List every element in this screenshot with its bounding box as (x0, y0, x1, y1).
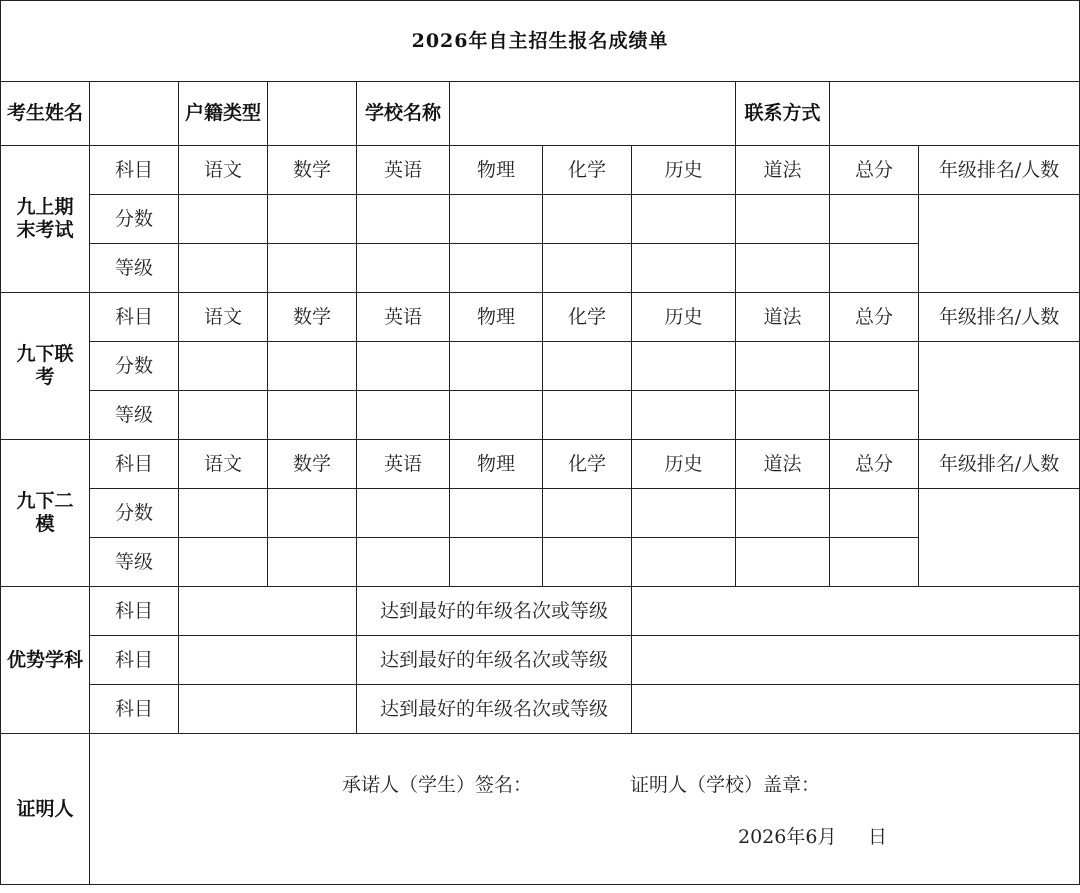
score-cell[interactable] (830, 489, 919, 538)
section-title-term-final: 九上期末考试 (1, 146, 90, 293)
subject-header: 总分 (830, 440, 919, 489)
grade-cell[interactable] (632, 244, 736, 293)
score-cell[interactable] (357, 195, 450, 244)
score-cell[interactable] (632, 195, 736, 244)
score-cell[interactable] (450, 489, 543, 538)
grade-cell[interactable] (830, 538, 919, 587)
row-label-score: 分数 (90, 489, 179, 538)
advantage-subject-field[interactable] (179, 587, 357, 636)
grade-cell[interactable] (450, 538, 543, 587)
student-name-label: 考生姓名 (1, 82, 90, 146)
score-cell[interactable] (736, 342, 830, 391)
grade-cell[interactable] (543, 244, 632, 293)
subject-header: 历史 (632, 146, 736, 195)
grade-cell[interactable] (179, 538, 268, 587)
grade-cell[interactable] (450, 244, 543, 293)
household-type-field[interactable] (268, 82, 357, 146)
section-title-advantage: 优势学科 (1, 587, 90, 734)
subject-header: 化学 (543, 440, 632, 489)
grade-cell[interactable] (736, 538, 830, 587)
certification-date: 2026年6月 (738, 826, 837, 848)
school-seal-label: 证明人（学校）盖章： (630, 774, 821, 796)
grade-cell[interactable] (357, 538, 450, 587)
grade-cell[interactable] (736, 244, 830, 293)
score-cell[interactable] (736, 195, 830, 244)
grade-cell[interactable] (830, 391, 919, 440)
grade-cell[interactable] (830, 244, 919, 293)
grade-cell[interactable] (357, 391, 450, 440)
certification-day: 日 (868, 826, 888, 848)
subject-header: 化学 (543, 146, 632, 195)
section-title-joint-exam: 九下联考 (1, 293, 90, 440)
subject-header: 物理 (450, 146, 543, 195)
rank-cell[interactable] (919, 195, 1080, 293)
advantage-subject-field[interactable] (179, 636, 357, 685)
score-cell[interactable] (357, 342, 450, 391)
score-cell[interactable] (632, 489, 736, 538)
score-cell[interactable] (736, 489, 830, 538)
grade-cell[interactable] (268, 538, 357, 587)
contact-label: 联系方式 (736, 82, 830, 146)
best-rank-field[interactable] (632, 587, 1080, 636)
subject-header: 英语 (357, 293, 450, 342)
subject-header: 数学 (268, 440, 357, 489)
grade-cell[interactable] (268, 391, 357, 440)
score-cell[interactable] (543, 489, 632, 538)
score-cell[interactable] (450, 342, 543, 391)
row-label-score: 分数 (90, 342, 179, 391)
row-label-grade: 等级 (90, 244, 179, 293)
subject-header: 数学 (268, 293, 357, 342)
score-cell[interactable] (357, 489, 450, 538)
subject-header: 历史 (632, 293, 736, 342)
subject-header: 语文 (179, 293, 268, 342)
subject-header: 年级排名/人数 (919, 440, 1080, 489)
subject-header: 语文 (179, 440, 268, 489)
grade-cell[interactable] (632, 538, 736, 587)
section-title-second-mock: 九下二模 (1, 440, 90, 587)
row-label-subject: 科目 (90, 293, 179, 342)
subject-header: 道法 (736, 146, 830, 195)
score-cell[interactable] (179, 489, 268, 538)
school-name-label: 学校名称 (357, 82, 450, 146)
row-label-grade: 等级 (90, 538, 179, 587)
grade-cell[interactable] (543, 538, 632, 587)
page-title: 2026年自主招生报名成绩单 (1, 1, 1080, 82)
student-name-field[interactable] (90, 82, 179, 146)
best-rank-field[interactable] (632, 636, 1080, 685)
best-rank-label: 达到最好的年级名次或等级 (357, 587, 632, 636)
score-cell[interactable] (543, 195, 632, 244)
subject-header: 英语 (357, 440, 450, 489)
subject-header: 总分 (830, 146, 919, 195)
certification-area (90, 734, 1080, 885)
rank-cell[interactable] (919, 342, 1080, 440)
subject-header: 道法 (736, 293, 830, 342)
row-label-subject: 科目 (90, 587, 179, 636)
subject-header: 物理 (450, 440, 543, 489)
score-cell[interactable] (268, 195, 357, 244)
score-cell[interactable] (450, 195, 543, 244)
subject-header: 语文 (179, 146, 268, 195)
score-cell[interactable] (830, 195, 919, 244)
grade-cell[interactable] (736, 391, 830, 440)
grade-cell[interactable] (543, 391, 632, 440)
subject-header: 英语 (357, 146, 450, 195)
grade-cell[interactable] (179, 244, 268, 293)
rank-cell[interactable] (919, 489, 1080, 587)
grade-cell[interactable] (632, 391, 736, 440)
best-rank-label: 达到最好的年级名次或等级 (357, 685, 632, 734)
grade-cell[interactable] (450, 391, 543, 440)
score-cell[interactable] (268, 342, 357, 391)
grade-cell[interactable] (357, 244, 450, 293)
row-label-subject: 科目 (90, 685, 179, 734)
score-cell[interactable] (830, 342, 919, 391)
row-label-grade: 等级 (90, 391, 179, 440)
score-cell[interactable] (632, 342, 736, 391)
subject-header: 物理 (450, 293, 543, 342)
student-signature-label: 承诺人（学生）签名： (342, 774, 533, 796)
section-title-certifier: 证明人 (1, 734, 90, 885)
score-cell[interactable] (179, 195, 268, 244)
contact-field[interactable] (830, 82, 1080, 146)
row-label-score: 分数 (90, 195, 179, 244)
score-cell[interactable] (268, 489, 357, 538)
grade-cell[interactable] (268, 244, 357, 293)
household-type-label: 户籍类型 (179, 82, 268, 146)
grade-cell[interactable] (179, 391, 268, 440)
subject-header: 年级排名/人数 (919, 146, 1080, 195)
score-cell[interactable] (543, 342, 632, 391)
row-label-subject: 科目 (90, 146, 179, 195)
score-cell[interactable] (179, 342, 268, 391)
subject-header: 总分 (830, 293, 919, 342)
best-rank-field[interactable] (632, 685, 1080, 734)
row-label-subject: 科目 (90, 636, 179, 685)
advantage-subject-field[interactable] (179, 685, 357, 734)
row-label-subject: 科目 (90, 440, 179, 489)
subject-header: 道法 (736, 440, 830, 489)
subject-header: 年级排名/人数 (919, 293, 1080, 342)
subject-header: 数学 (268, 146, 357, 195)
subject-header: 化学 (543, 293, 632, 342)
subject-header: 历史 (632, 440, 736, 489)
best-rank-label: 达到最好的年级名次或等级 (357, 636, 632, 685)
school-name-field[interactable] (450, 82, 736, 146)
